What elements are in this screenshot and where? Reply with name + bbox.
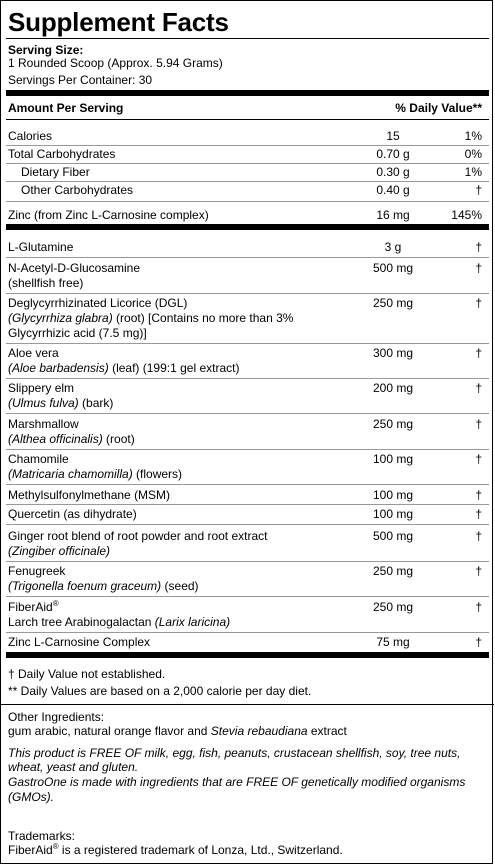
row-divider [6, 378, 489, 379]
botanical-name: (Ulmus fulva) [8, 396, 79, 410]
botanical-name: (Matricaria chamomilla) [8, 467, 133, 481]
botanical-name: (Althea officinalis) [8, 432, 103, 446]
row-divider [6, 343, 489, 344]
servings-per-container: Servings Per Container: 30 [8, 73, 153, 87]
ingredient-dv: † [475, 488, 482, 502]
other-ingredients-part: gum arabic, natural orange flavor and [8, 724, 211, 738]
ingredient-dv: † [475, 600, 482, 614]
ingredient-part: (root) [102, 432, 135, 446]
ingredient-amount: 250 mg [372, 564, 414, 578]
ingredient-amount: 3 g [384, 240, 402, 254]
nutrient-name: Total Carbohydrates [8, 147, 116, 161]
serving-size-value: 1 Rounded Scoop (Approx. 5.94 Grams) [8, 56, 223, 70]
free-statement-text: (GMOs). [8, 790, 54, 804]
ingredient-detail [8, 361, 239, 375]
row-divider [6, 163, 489, 164]
ingredient-detail [8, 432, 135, 446]
ingredient-name: Slippery elm [8, 381, 75, 395]
other-ingredients-label: Other Ingredients: [8, 710, 105, 724]
footnote-dagger: † Daily Value not established. [8, 667, 166, 681]
ingredient-name: Zinc L-Carnosine Complex [8, 635, 151, 649]
ingredient-part: (bark) [78, 396, 114, 410]
ingredient-detail [8, 544, 110, 558]
registered-mark: ® [52, 842, 59, 851]
other-ingredients-text [8, 724, 347, 738]
ingredient-dv: † [475, 452, 482, 466]
free-statement-line [8, 775, 465, 789]
trademark-notice [8, 843, 343, 857]
ingredient-name: Chamomile [8, 452, 69, 466]
footnote-daily-values: ** Daily Values are based on a 2,000 calorie per day diet. [8, 684, 312, 698]
row-divider [6, 561, 489, 562]
botanical-name: (Aloe barbadensis) [8, 361, 109, 375]
botanical-name: (Glycyrrhiza glabra) [8, 311, 113, 325]
ingredient-detail: (shellfish free) [8, 276, 84, 290]
free-statement-text: GastroOne is made with ingredients that are FREE OF genetically modified organisms [8, 775, 466, 789]
free-statement-line [8, 746, 460, 760]
ingredient-dv: † [475, 296, 482, 310]
ingredient-amount: 500 mg [372, 529, 414, 543]
thick-rule [6, 652, 489, 658]
ingredient-dv: † [475, 240, 482, 254]
title-rule [6, 38, 489, 39]
other-ingredients-botanical: Stevia rebaudiana [210, 724, 308, 738]
row-divider [6, 449, 489, 450]
section-divider [1, 704, 494, 705]
ingredient-detail [8, 396, 113, 410]
ingredient-name: Fenugreek [8, 564, 66, 578]
ingredient-detail [8, 311, 293, 325]
ingredient-amount: 250 mg [372, 600, 414, 614]
thick-rule [6, 224, 489, 230]
ingredient-name: L-Glutamine [8, 240, 74, 254]
trademark-text: is a registered trademark of Lonza, Ltd., Switzerland. [58, 843, 343, 857]
amount-per-serving-heading: Amount Per Serving [8, 101, 124, 115]
botanical-name: (Trigonella foenum graceum) [8, 579, 162, 593]
ingredient-name [8, 600, 59, 614]
panel-title: Supplement Facts [8, 7, 229, 37]
ingredient-name: N-Acetyl-D-Glucosamine [8, 261, 141, 275]
header-rule [6, 119, 489, 120]
serving-size-label: Serving Size: [8, 43, 84, 57]
ingredient-dv: † [475, 529, 482, 543]
botanical-name: (Larix laricina) [154, 615, 231, 629]
nutrient-amount: 0.30 g [376, 165, 410, 179]
nutrient-dv: 1% [464, 165, 482, 179]
row-divider [6, 181, 489, 182]
trademark-brand: FiberAid [8, 843, 53, 857]
nutrient-dv: 0% [464, 147, 482, 161]
row-divider [6, 257, 489, 258]
ingredient-part: (leaf) (199:1 gel extract) [108, 361, 240, 375]
ingredient-dv: † [475, 417, 482, 431]
ingredient-name: Ginger root blend of root powder and root extract [8, 529, 268, 543]
ingredient-amount: 300 mg [372, 346, 414, 360]
ingredient-amount: 75 mg [376, 635, 410, 649]
ingredient-dv: † [475, 635, 482, 649]
other-ingredients-part: extract [307, 724, 347, 738]
thick-rule [6, 90, 489, 96]
nutrient-name: Zinc (from Zinc L-Carnosine complex) [8, 208, 209, 222]
nutrient-amount: 0.40 g [376, 183, 410, 197]
nutrient-amount: 15 [386, 129, 400, 143]
nutrient-amount: 0.70 g [376, 147, 410, 161]
ingredient-part: (flowers) [132, 467, 183, 481]
ingredient-detail [8, 579, 199, 593]
botanical-name: (Zingiber officinale) [8, 544, 111, 558]
ingredient-amount: 250 mg [372, 417, 414, 431]
row-divider [6, 145, 489, 146]
ingredient-part: Larch tree Arabinogalactan [8, 615, 155, 629]
ingredient-dv: † [475, 261, 482, 275]
ingredient-part: (root) [Contains no more than 3% [112, 311, 294, 325]
ingredient-name: Deglycyrrhizinated Licorice (DGL) [8, 296, 188, 310]
free-statement-line [8, 760, 138, 774]
daily-value-heading: % Daily Value** [395, 101, 482, 115]
ingredient-amount: 100 mg [372, 488, 414, 502]
ingredient-amount: 500 mg [372, 261, 414, 275]
row-divider [6, 201, 489, 202]
trademarks-label: Trademarks: [8, 829, 75, 843]
nutrient-dv: 145% [451, 208, 482, 222]
ingredient-name: Marshmallow [8, 417, 79, 431]
ingredient-dv: † [475, 507, 482, 521]
ingredient-detail [8, 467, 182, 481]
ingredient-detail-2: Glycyrrhizic acid (7.5 mg)] [8, 326, 147, 340]
ingredient-dv: † [475, 346, 482, 360]
nutrient-dv: † [475, 183, 482, 197]
ingredient-name: Aloe vera [8, 346, 59, 360]
ingredient-name: Methylsulfonylmethane (MSM) [8, 488, 171, 502]
ingredient-amount: 100 mg [372, 452, 414, 466]
row-divider [6, 484, 489, 485]
ingredient-amount: 100 mg [372, 507, 414, 521]
free-statement-text: This product is FREE OF milk, egg, fish, peanuts, crustacean shellfish, soy, tree nuts, [8, 746, 461, 760]
brand-name: FiberAid [8, 600, 53, 614]
nutrient-name: Calories [8, 129, 53, 143]
free-statement-line [8, 790, 54, 804]
row-divider [6, 524, 489, 525]
ingredient-dv: † [475, 564, 482, 578]
row-divider [6, 632, 489, 633]
nutrient-dv: 1% [464, 129, 482, 143]
free-statement-text: wheat, yeast and gluten. [8, 760, 139, 774]
row-divider [6, 413, 489, 414]
ingredient-dv: † [475, 381, 482, 395]
row-divider [6, 596, 489, 597]
ingredient-amount: 250 mg [372, 296, 414, 310]
ingredient-name: Quercetin (as dihydrate) [8, 507, 137, 521]
nutrient-name: Other Carbohydrates [21, 183, 134, 197]
ingredient-part: (seed) [161, 579, 199, 593]
nutrient-amount: 16 mg [376, 208, 410, 222]
ingredient-detail [8, 615, 230, 629]
nutrient-name: Dietary Fiber [21, 165, 90, 179]
row-divider [6, 504, 489, 505]
registered-mark: ® [52, 599, 59, 608]
ingredient-amount: 200 mg [372, 381, 414, 395]
row-divider [6, 293, 489, 294]
